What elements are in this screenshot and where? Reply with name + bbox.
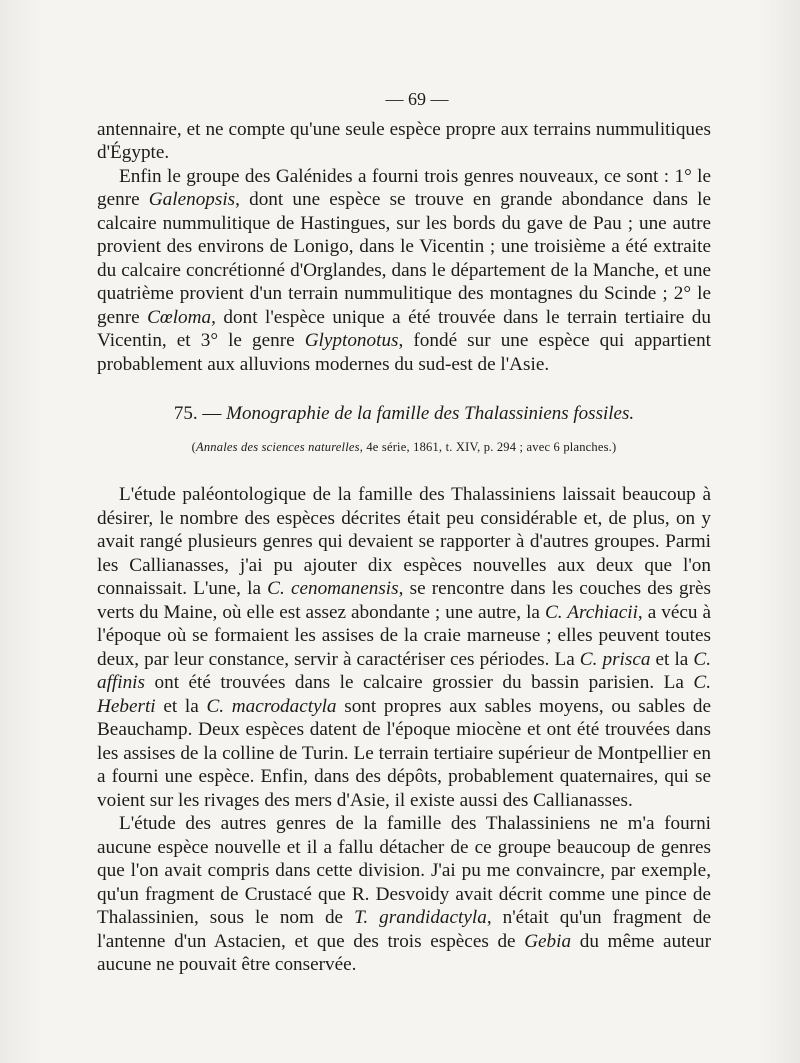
genus-name: Cœloma [147, 306, 212, 328]
citation-details: , 4e série, 1861, t. XIV, p. 294 ; avec 6 planches.) [359, 439, 617, 454]
page-body [97, 88, 711, 977]
text-run: , n'était qu'un fragment de l'antenne d'un Astacien, et que des trois espèces de [97, 907, 711, 952]
paragraph-2 [97, 165, 711, 377]
species-name: C. macrodactyla [206, 695, 337, 717]
citation-journal: Annales des sciences naturelles [196, 439, 360, 454]
text-run: , dont une espèce se trouve en grande abondance dans le calcaire nummulitique de Hastingues, sur les bords du gave de Pau ; une autre provient des environs de Lonigo, dans le Vicentin ; une troisième a été extraite du calcaire concrétionné d'Orglandes, dans le département de la Manche, et une quatrième provient d'un terrain nummulitique des montagnes du Scinde ; 2° le genre [97, 189, 711, 328]
citation-open: ( [191, 439, 197, 454]
text-run: L'étude paléontologique de la famille des Thalassiniens laissait beaucoup à désirer, le nombre des espèces décrites était peu considérable et, de plus, on y avait rangé plusieurs genres qui devaient se rapporter à d'autres groupes. Parmi les Callianasses, j'ai pu ajouter dix espèces nouvelles aux deux que l'on connaissait. L'une, la [97, 484, 711, 599]
text-run: L'étude des autres genres de la famille des Thalassiniens ne m'a fourni aucune espèce nouvelle et il a fallu détacher de ce groupe beaucoup de genres que l'on avait compris dans cette division. J'ai pu me convaincre, par exemple, qu'un fragment de Crustacé que R. Desvoidy avait décrit comme une pince de Thalassinien, sous le nom de [97, 813, 711, 928]
text-run: , dont l'espèce unique a été trouvée dans le terrain tertiaire du Vicentin, et 3° le genre [97, 306, 711, 351]
species-name: C. affinis [97, 648, 711, 693]
citation [97, 436, 711, 460]
text-run: et la [650, 648, 694, 670]
paragraph-4 [97, 812, 711, 977]
species-name: C. cenomanensis [267, 578, 399, 599]
text-run: Enfin le groupe des Galénides a fourni trois genres nouveaux, ce sont : 1° le genre [97, 165, 711, 210]
paragraph-1-text: antennaire, et ne compte qu'une seule espèce propre aux terrains nummulitiques d'Égypte. [97, 118, 711, 163]
species-name: C. prisca [579, 648, 651, 670]
section-title: Monographie de la famille des Thalassiniens fossiles. [226, 403, 635, 424]
text-run: sont propres aux sables moyens, ou sables de Beauchamp. Deux espèces datent de l'époque miocène et ont été trouvées dans les assises de la colline de Turin. Le terrain tertiaire supérieur de Montpellier en a fourni une espèce. Enfin, dans des dépôts, probablement quaternaires, qui se voient sur les rivages des mers d'Asie, il existe aussi des Callianasses. [97, 695, 711, 811]
text-run: , se rencontre dans les couches des grès verts du Maine, où elle est assez abondante ; une autre, la [97, 578, 712, 623]
species-name: T. grandidactyla [354, 907, 487, 928]
page-number: — 69 — [385, 89, 449, 109]
spacer [97, 459, 711, 483]
section-heading [97, 402, 711, 426]
text-run: et la [155, 695, 207, 717]
paragraph-3 [97, 483, 711, 812]
species-name: C. Archiacii [544, 601, 638, 623]
section-number: 75. — [173, 403, 227, 424]
paragraph-1 [97, 118, 711, 165]
genus-name: Glyptonotus [304, 330, 399, 351]
text-run: , a vécu à l'époque où se formaient les assises de la craie marneuse ; elles peuvent toutes deux, par leur constance, servir à caractériser ces périodes. La [97, 601, 711, 670]
text-run: du même auteur aucune ne pouvait être conservée. [97, 930, 711, 975]
genus-name: Galenopsis [148, 189, 236, 210]
genus-name: Gebia [524, 930, 572, 952]
text-run: , fondé sur une espèce qui appartient probablement aux alluvions modernes du sud-est de l'Asie. [97, 330, 711, 375]
species-name: C. Heberti [97, 672, 711, 717]
text-run: ont été trouvées dans le calcaire grossier du bassin parisien. La [144, 672, 694, 693]
